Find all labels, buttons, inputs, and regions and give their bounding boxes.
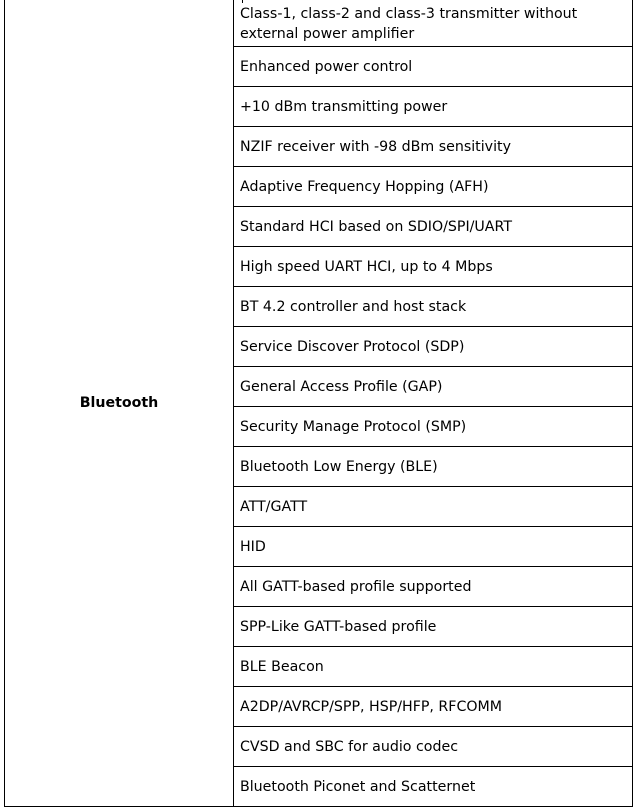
feature-cell: Class-1, class-2 and class-3 transmitter without external power amplifier — [234, 0, 633, 47]
feature-cell: Enhanced power control — [234, 47, 633, 87]
cropped-text-stub — [242, 0, 249, 3]
feature-cell: BT 4.2 controller and host stack — [234, 287, 633, 327]
feature-cell: Standard HCI based on SDIO/SPI/UART — [234, 207, 633, 247]
feature-cell: NZIF receiver with -98 dBm sensitivity — [234, 127, 633, 167]
feature-cell: +10 dBm transmitting power — [234, 87, 633, 127]
feature-cell: A2DP/AVRCP/SPP, HSP/HFP, RFCOMM — [234, 687, 633, 727]
bluetooth-spec-table — [4, 0, 633, 807]
feature-cell: Adaptive Frequency Hopping (AFH) — [234, 167, 633, 207]
table-row — [5, 0, 633, 47]
feature-cell: Service Discover Protocol (SDP) — [234, 327, 633, 367]
feature-cell: High speed UART HCI, up to 4 Mbps — [234, 247, 633, 287]
feature-cell: SPP-Like GATT-based profile — [234, 607, 633, 647]
feature-cell: ATT/GATT — [234, 487, 633, 527]
category-cell: Bluetooth — [5, 0, 234, 807]
feature-cell: Bluetooth Low Energy (BLE) — [234, 447, 633, 487]
feature-cell: General Access Profile (GAP) — [234, 367, 633, 407]
feature-cell: BLE Beacon — [234, 647, 633, 687]
feature-cell: CVSD and SBC for audio codec — [234, 727, 633, 767]
feature-cell: Security Manage Protocol (SMP) — [234, 407, 633, 447]
feature-cell: All GATT-based profile supported — [234, 567, 633, 607]
feature-cell: Bluetooth Piconet and Scatternet — [234, 767, 633, 807]
feature-cell: HID — [234, 527, 633, 567]
